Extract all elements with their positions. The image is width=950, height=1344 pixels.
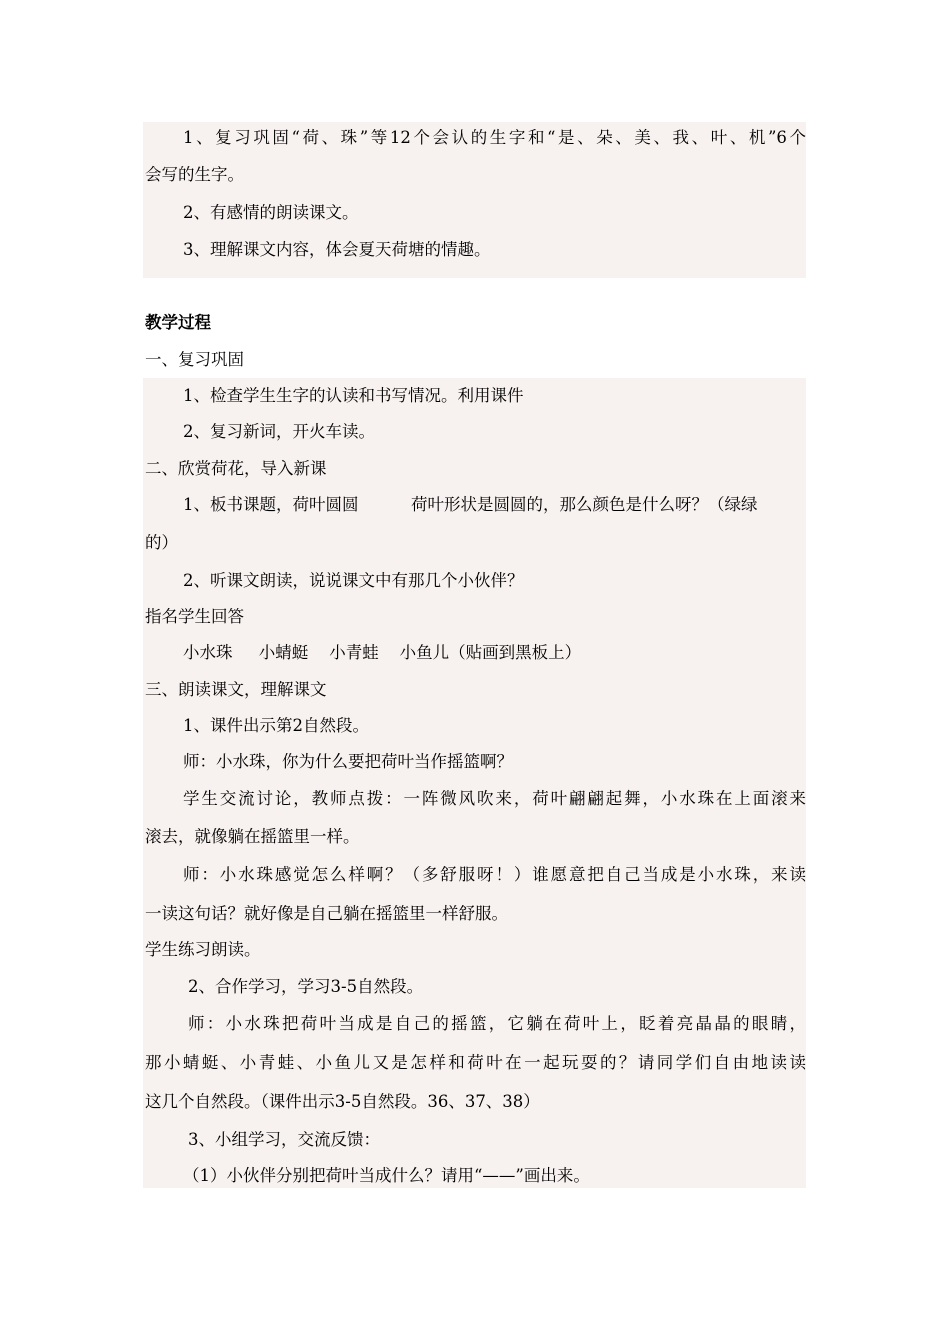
process-line: （1）小伙伴分别把荷叶当成什么？请用“——”画出来。 bbox=[183, 1166, 590, 1185]
process-line: 学生交流讨论，教师点拨：一阵微风吹来，荷叶翩翩起舞，小水珠在上面滚来 bbox=[183, 789, 806, 808]
process-line: 学生练习朗读。 bbox=[145, 940, 261, 959]
process-heading: 教学过程 bbox=[145, 313, 211, 332]
goal-line-1: 1、复习巩固“荷、珠”等12个会认的生字和“是、朵、美、我、叶、机”6个 bbox=[183, 128, 806, 147]
process-line: 2、听课文朗读，说说课文中有那几个小伙伴？ bbox=[183, 571, 524, 590]
process-line: 1、课件出示第2自然段。 bbox=[183, 716, 369, 735]
process-line: 这几个自然段。（课件出示3-5自然段。36、37、38） bbox=[145, 1092, 540, 1111]
process-line: 小水珠 小蜻蜓 小青蛙 小鱼儿（贴画到黑板上） bbox=[183, 643, 582, 662]
process-line: 一读这句话？就好像是自己躺在摇篮里一样舒服。 bbox=[145, 904, 508, 923]
section-heading-1: 一、复习巩固 bbox=[145, 350, 244, 369]
goal-line-1-cont: 会写的生字。 bbox=[145, 165, 244, 184]
process-line: 师：小水珠感觉怎么样啊？（多舒服呀！）谁愿意把自己当成是小水珠，来读 bbox=[183, 865, 806, 884]
section-heading-3: 三、朗读课文，理解课文 bbox=[145, 680, 327, 699]
process-line: 那小蜻蜓、小青蛙、小鱼儿又是怎样和荷叶在一起玩耍的？请同学们自由地读读 bbox=[145, 1053, 806, 1072]
section-heading-2: 二、欣赏荷花，导入新课 bbox=[145, 459, 327, 478]
process-line: 1、板书课题，荷叶圆圆 荷叶形状是圆圆的，那么颜色是什么呀？（绿绿 bbox=[183, 495, 758, 514]
process-line: 师：小水珠把荷叶当成是自己的摇篮，它躺在荷叶上，眨着亮晶晶的眼睛， bbox=[188, 1014, 806, 1033]
process-line: 滚去，就像躺在摇篮里一样。 bbox=[145, 827, 360, 846]
process-line: 1、检查学生生字的认读和书写情况。利用课件 bbox=[183, 386, 524, 405]
process-line: 指名学生回答 bbox=[145, 607, 244, 626]
process-line: 的） bbox=[145, 533, 178, 552]
process-line: 2、合作学习，学习3-5自然段。 bbox=[188, 977, 424, 996]
process-line: 2、复习新词，开火车读。 bbox=[183, 422, 375, 441]
goal-line-3: 3、理解课文内容，体会夏天荷塘的情趣。 bbox=[183, 240, 491, 259]
process-line: 3、小组学习，交流反馈： bbox=[188, 1130, 380, 1149]
process-line: 师：小水珠，你为什么要把荷叶当作摇篮啊？ bbox=[183, 752, 513, 771]
goal-line-2: 2、有感情的朗读课文。 bbox=[183, 203, 359, 222]
